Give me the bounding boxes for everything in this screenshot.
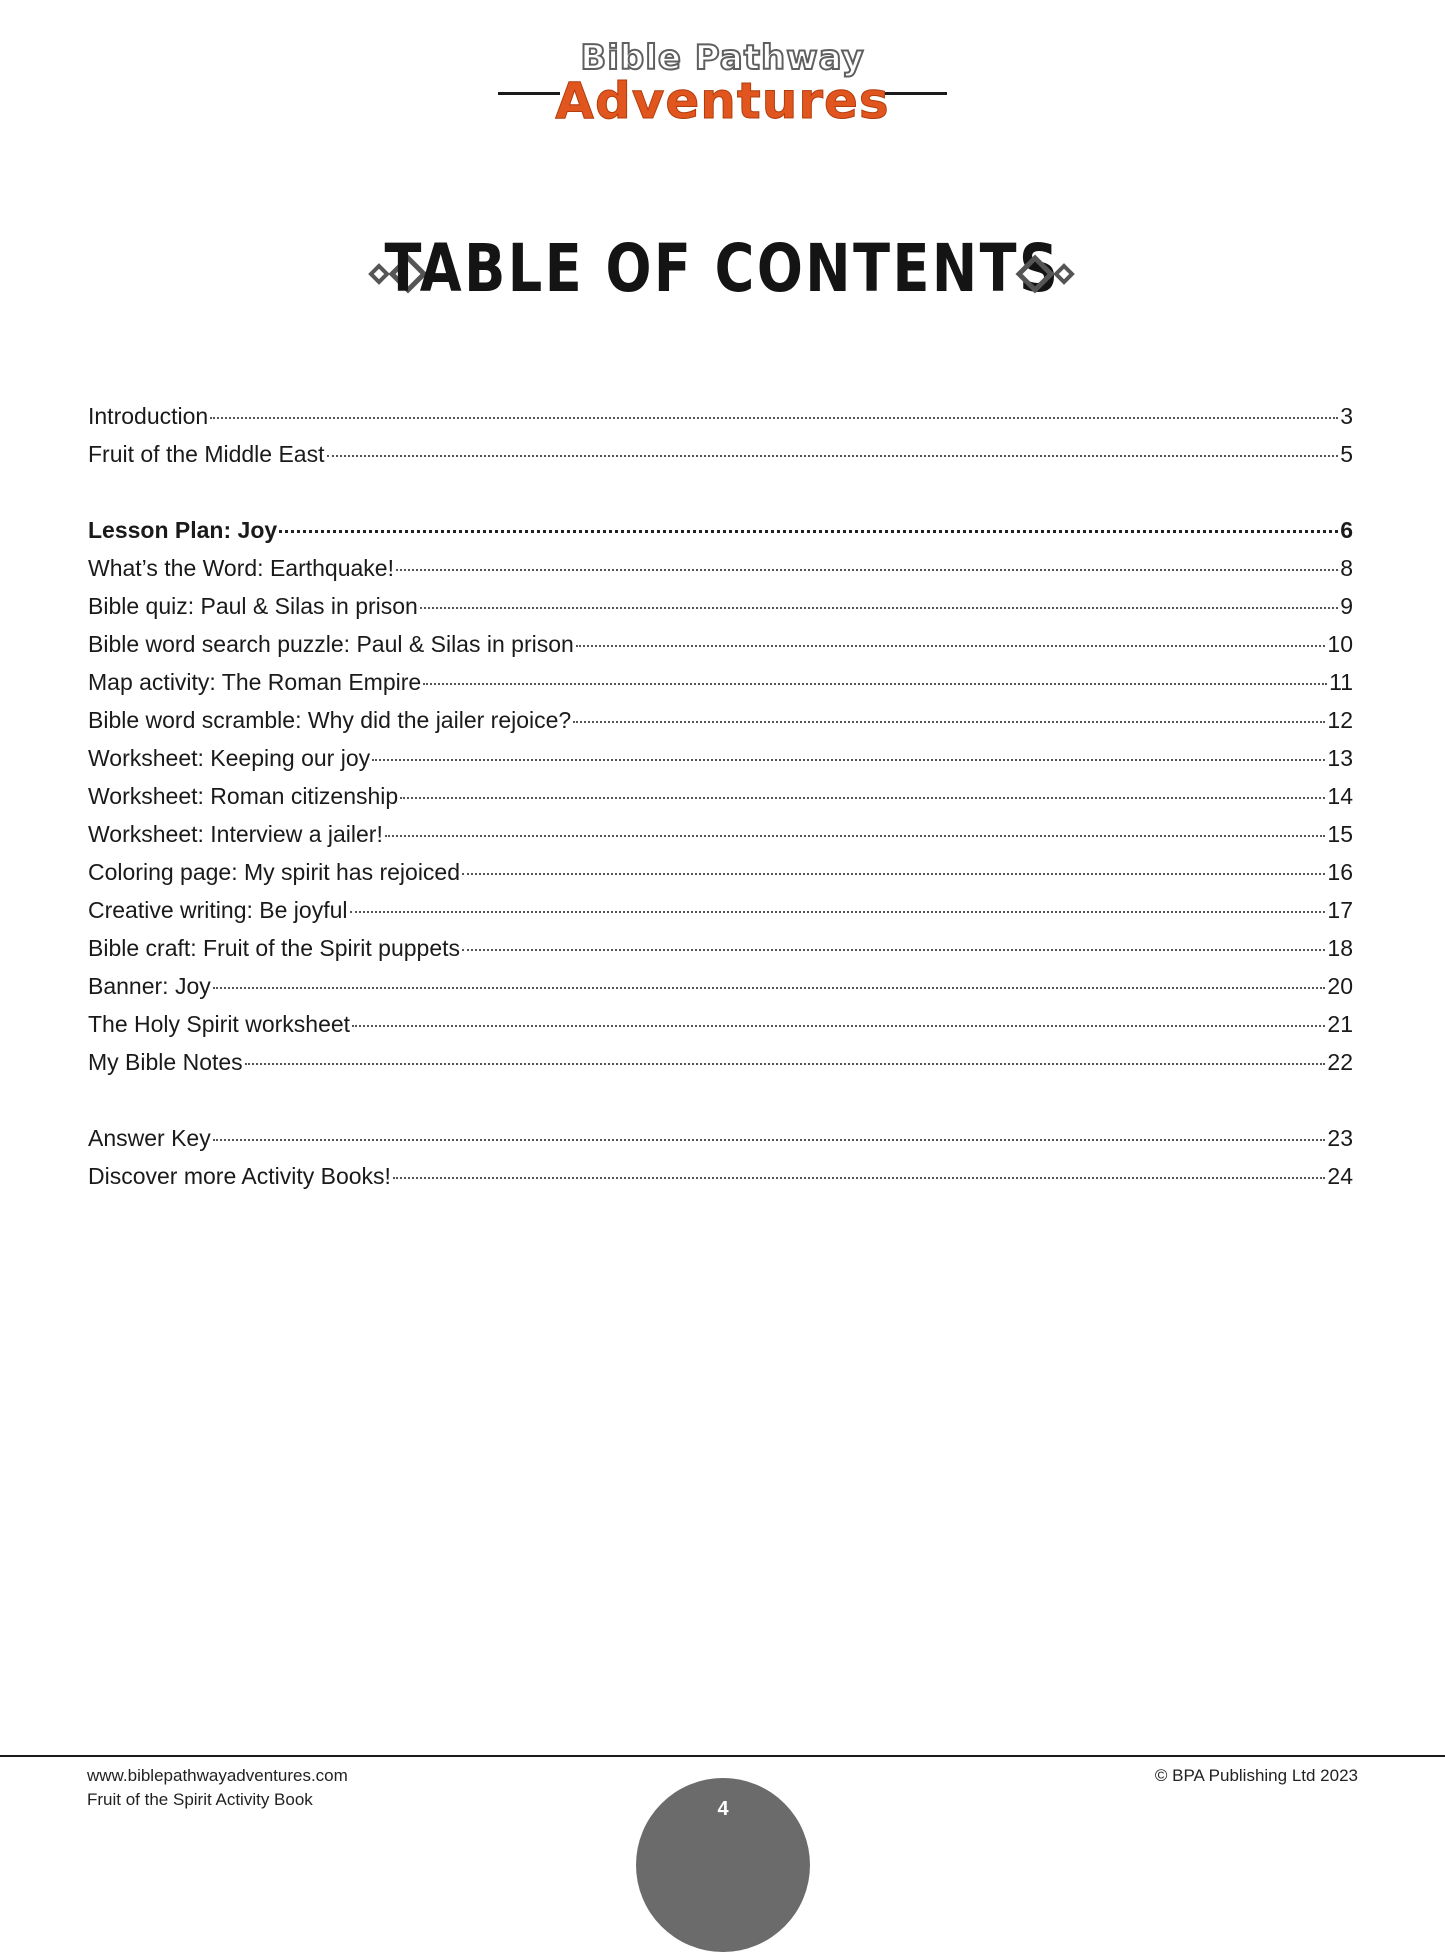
toc-entry-page: 13 bbox=[1327, 745, 1353, 771]
logo-top-text: Bible Pathway bbox=[580, 38, 865, 78]
toc-entry-section-heading[interactable] bbox=[88, 517, 1353, 555]
toc-leader-dots bbox=[385, 834, 1326, 837]
footer-website-link[interactable]: www.biblepathwayadventures.com bbox=[87, 1766, 348, 1785]
toc-entry[interactable] bbox=[88, 631, 1353, 669]
toc-leader-dots bbox=[462, 948, 1325, 951]
toc-entry[interactable] bbox=[88, 859, 1353, 897]
toc-entry-page: 5 bbox=[1340, 441, 1353, 467]
toc-entry-page: 10 bbox=[1327, 631, 1353, 657]
toc-entry-title: Answer Key bbox=[88, 1125, 211, 1151]
page-title: TABLE OF CONTENTS bbox=[384, 230, 1061, 307]
toc-entry-page: 20 bbox=[1327, 973, 1353, 999]
toc-entry-page: 15 bbox=[1327, 821, 1353, 847]
toc-leader-dots bbox=[420, 606, 1338, 609]
toc-leader-dots bbox=[396, 568, 1338, 571]
toc-entry-page: 3 bbox=[1340, 403, 1353, 429]
toc-entry[interactable] bbox=[88, 1163, 1353, 1201]
toc-entry[interactable] bbox=[88, 1049, 1353, 1087]
toc-leader-dots bbox=[423, 682, 1327, 685]
table-of-contents bbox=[88, 403, 1353, 1201]
toc-entry-page: 8 bbox=[1340, 555, 1353, 581]
toc-entry-page: 6 bbox=[1340, 517, 1353, 543]
toc-leader-dots bbox=[573, 720, 1325, 723]
toc-entry-title: Worksheet: Keeping our joy bbox=[88, 745, 371, 771]
toc-leader-dots bbox=[352, 1024, 1325, 1027]
toc-leader-dots bbox=[245, 1062, 1326, 1065]
toc-entry-title: Creative writing: Be joyful bbox=[88, 897, 348, 923]
toc-leader-dots bbox=[213, 986, 1326, 989]
toc-leader-dots bbox=[393, 1176, 1325, 1179]
toc-leader-dots bbox=[327, 454, 1339, 457]
toc-entry-page: 21 bbox=[1327, 1011, 1353, 1037]
toc-leader-dots bbox=[210, 416, 1338, 419]
title-row bbox=[0, 230, 1445, 320]
toc-entry[interactable] bbox=[88, 669, 1353, 707]
toc-entry-title: The Holy Spirit worksheet bbox=[88, 1011, 351, 1037]
toc-entry[interactable] bbox=[88, 707, 1353, 745]
toc-entry[interactable] bbox=[88, 935, 1353, 973]
toc-entry-title: Bible quiz: Paul & Silas in prison bbox=[88, 593, 418, 619]
toc-entry-page: 11 bbox=[1329, 669, 1353, 695]
toc-leader-dots bbox=[576, 644, 1326, 647]
toc-leader-dots bbox=[213, 1138, 1326, 1141]
toc-leader-dots bbox=[372, 758, 1325, 761]
toc-entry-title: Discover more Activity Books! bbox=[88, 1163, 391, 1189]
toc-entry-title: Banner: Joy bbox=[88, 973, 211, 999]
logo-bottom-text: Adventures bbox=[555, 72, 890, 130]
toc-entry[interactable] bbox=[88, 1011, 1353, 1049]
toc-entry-title: Map activity: The Roman Empire bbox=[88, 669, 422, 695]
toc-entry-title: Coloring page: My spirit has rejoiced bbox=[88, 859, 461, 885]
toc-leader-dots bbox=[279, 529, 1338, 533]
toc-entry[interactable] bbox=[88, 593, 1353, 631]
toc-entry-title: Bible word search puzzle: Paul & Silas in prison bbox=[88, 631, 574, 657]
diamond-ornament-right-icon bbox=[1013, 252, 1075, 296]
toc-entry[interactable] bbox=[88, 1125, 1353, 1163]
toc-entry[interactable] bbox=[88, 745, 1353, 783]
footer-left bbox=[87, 1764, 348, 1812]
toc-entry[interactable] bbox=[88, 555, 1353, 593]
toc-leader-dots bbox=[462, 872, 1325, 875]
toc-entry-title: My Bible Notes bbox=[88, 1049, 243, 1075]
toc-leader-dots bbox=[350, 910, 1326, 913]
toc-entry[interactable] bbox=[88, 897, 1353, 935]
toc-entry[interactable] bbox=[88, 973, 1353, 1011]
toc-entry-page: 12 bbox=[1327, 707, 1353, 733]
toc-leader-dots bbox=[400, 796, 1325, 799]
toc-entry[interactable] bbox=[88, 403, 1353, 441]
toc-entry-page: 18 bbox=[1327, 935, 1353, 961]
toc-entry-page: 24 bbox=[1327, 1163, 1353, 1189]
footer-divider bbox=[0, 1755, 1445, 1757]
toc-entry[interactable] bbox=[88, 821, 1353, 859]
toc-entry-title: Worksheet: Roman citizenship bbox=[88, 783, 399, 809]
toc-entry-title: Lesson Plan: Joy bbox=[88, 517, 278, 543]
logo bbox=[0, 30, 1445, 140]
toc-entry-page: 16 bbox=[1327, 859, 1353, 885]
footer-copyright: © BPA Publishing Ltd 2023 bbox=[1154, 1766, 1358, 1785]
toc-entry-title: Bible craft: Fruit of the Spirit puppets bbox=[88, 935, 461, 961]
toc-entry-title: Introduction bbox=[88, 403, 209, 429]
footer-book-title: Fruit of the Spirit Activity Book bbox=[87, 1790, 313, 1809]
page-number: 4 bbox=[717, 1798, 729, 1820]
toc-entry[interactable] bbox=[88, 783, 1353, 821]
toc-entry-page: 14 bbox=[1327, 783, 1353, 809]
toc-entry-page: 9 bbox=[1340, 593, 1353, 619]
toc-entry[interactable] bbox=[88, 441, 1353, 479]
toc-entry-title: Fruit of the Middle East bbox=[88, 441, 325, 467]
toc-entry-title: Worksheet: Interview a jailer! bbox=[88, 821, 383, 847]
toc-entry-page: 23 bbox=[1327, 1125, 1353, 1151]
toc-entry-page: 22 bbox=[1327, 1049, 1353, 1075]
toc-entry-title: What’s the Word: Earthquake! bbox=[88, 555, 394, 581]
toc-entry-page: 17 bbox=[1327, 897, 1353, 923]
toc-entry-title: Bible word scramble: Why did the jailer rejoice? bbox=[88, 707, 572, 733]
